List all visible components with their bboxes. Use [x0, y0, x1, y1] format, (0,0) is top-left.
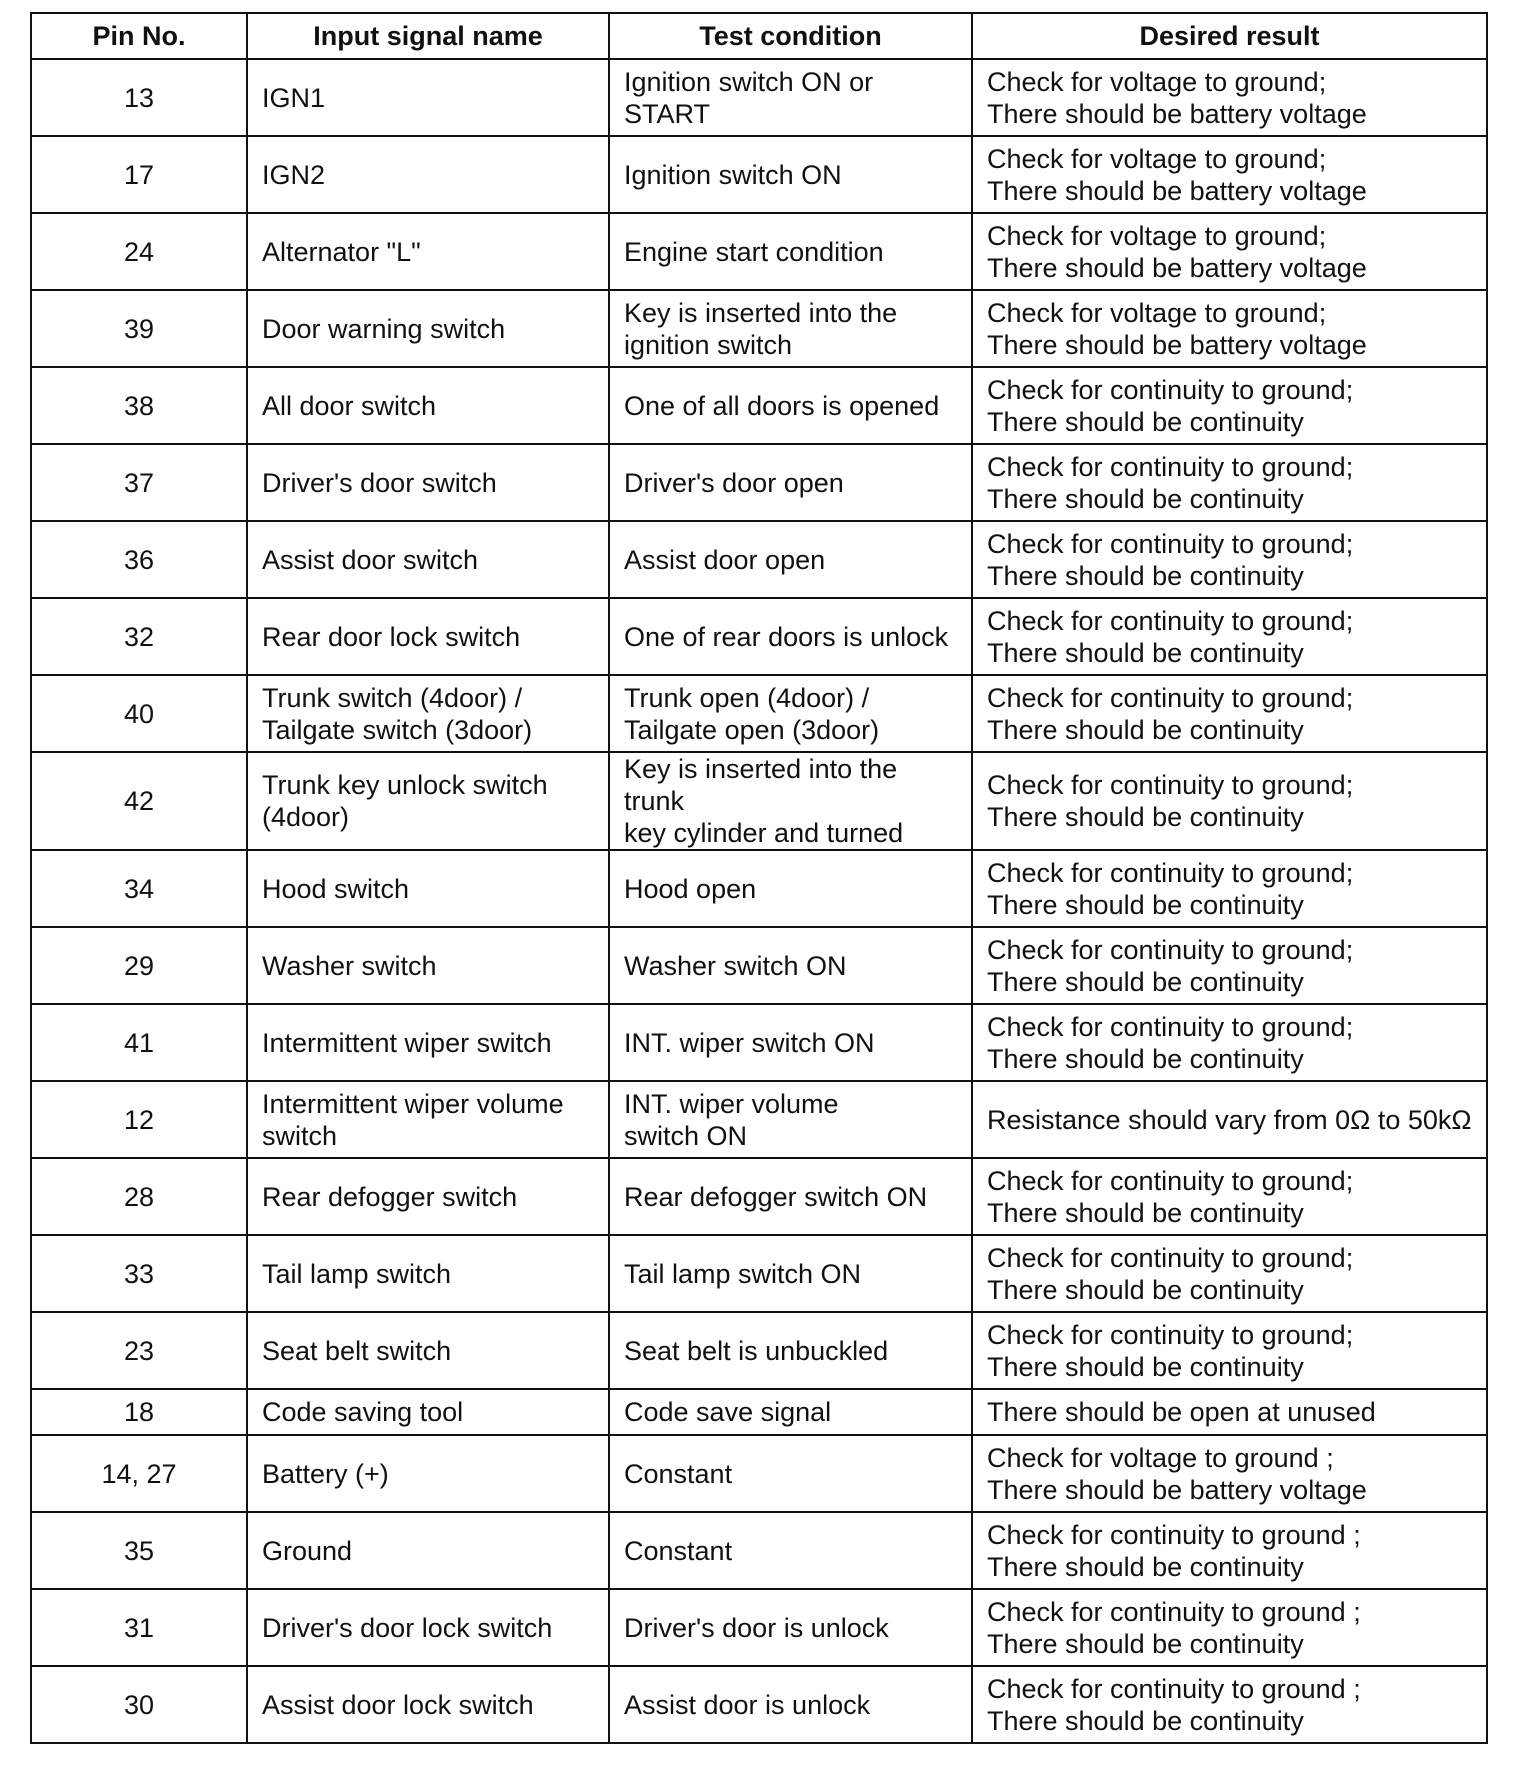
- test-condition-cell: Code save signal: [609, 1389, 972, 1435]
- input-signal-cell: Ground: [247, 1512, 609, 1589]
- pin-number-cell: 13: [31, 59, 247, 136]
- desired-result-cell: Check for continuity to ground; There should be continuity: [972, 850, 1487, 927]
- test-condition-cell: Driver's door open: [609, 444, 972, 521]
- pin-number-cell: 24: [31, 213, 247, 290]
- test-condition-cell: Trunk open (4door) / Tailgate open (3door): [609, 675, 972, 752]
- pin-number-cell: 36: [31, 521, 247, 598]
- test-condition-cell: Rear defogger switch ON: [609, 1158, 972, 1235]
- desired-result-cell: Check for continuity to ground; There should be continuity: [972, 1312, 1487, 1389]
- input-signal-cell: IGN2: [247, 136, 609, 213]
- pin-number-cell: 38: [31, 367, 247, 444]
- table-row: [31, 927, 1487, 1004]
- test-condition-cell: INT. wiper switch ON: [609, 1004, 972, 1081]
- test-condition-cell: Constant: [609, 1512, 972, 1589]
- desired-result-cell: Check for continuity to ground ; There should be continuity: [972, 1589, 1487, 1666]
- table-row: [31, 136, 1487, 213]
- pin-number-cell: 17: [31, 136, 247, 213]
- desired-result-cell: Check for continuity to ground; There should be continuity: [972, 927, 1487, 1004]
- pin-number-cell: 30: [31, 1666, 247, 1743]
- test-condition-cell: Tail lamp switch ON: [609, 1235, 972, 1312]
- desired-result-cell: Check for continuity to ground; There should be continuity: [972, 1004, 1487, 1081]
- pin-number-cell: 14, 27: [31, 1435, 247, 1512]
- test-condition-cell: Ignition switch ON or START: [609, 59, 972, 136]
- test-condition-cell: One of rear doors is unlock: [609, 598, 972, 675]
- input-signal-cell: Driver's door switch: [247, 444, 609, 521]
- desired-result-cell: Check for continuity to ground ; There should be continuity: [972, 1666, 1487, 1743]
- input-signal-cell: Battery (+): [247, 1435, 609, 1512]
- pin-number-cell: 18: [31, 1389, 247, 1435]
- pin-number-cell: 32: [31, 598, 247, 675]
- table-row: [31, 290, 1487, 367]
- input-signal-cell: Hood switch: [247, 850, 609, 927]
- table-row: [31, 1312, 1487, 1389]
- input-signal-cell: Seat belt switch: [247, 1312, 609, 1389]
- pin-number-cell: 29: [31, 927, 247, 1004]
- input-signal-cell: Driver's door lock switch: [247, 1589, 609, 1666]
- table-row: [31, 1004, 1487, 1081]
- test-condition-cell: Washer switch ON: [609, 927, 972, 1004]
- input-signal-cell: Intermittent wiper switch: [247, 1004, 609, 1081]
- desired-result-cell: Check for voltage to ground; There should be battery voltage: [972, 136, 1487, 213]
- table-row: [31, 59, 1487, 136]
- table-row: [31, 1081, 1487, 1158]
- input-signal-cell: All door switch: [247, 367, 609, 444]
- pin-test-table: [30, 12, 1488, 1744]
- input-signal-cell: Trunk switch (4door) / Tailgate switch (3door): [247, 675, 609, 752]
- table-row: [31, 1158, 1487, 1235]
- input-signal-cell: Rear defogger switch: [247, 1158, 609, 1235]
- pin-number-cell: 34: [31, 850, 247, 927]
- input-signal-cell: Assist door switch: [247, 521, 609, 598]
- table-row: [31, 1435, 1487, 1512]
- test-condition-cell: Hood open: [609, 850, 972, 927]
- desired-result-cell: There should be open at unused: [972, 1389, 1487, 1435]
- input-signal-cell: Rear door lock switch: [247, 598, 609, 675]
- desired-result-cell: Check for continuity to ground; There should be continuity: [972, 367, 1487, 444]
- input-signal-cell: Door warning switch: [247, 290, 609, 367]
- desired-result-cell: Check for continuity to ground; There should be continuity: [972, 598, 1487, 675]
- pin-number-cell: 35: [31, 1512, 247, 1589]
- header-test-condition: Test condition: [609, 13, 972, 59]
- table-row: [31, 521, 1487, 598]
- table-row: [31, 444, 1487, 521]
- table-row: [31, 752, 1487, 850]
- test-condition-cell: Ignition switch ON: [609, 136, 972, 213]
- test-condition-cell: One of all doors is opened: [609, 367, 972, 444]
- desired-result-cell: Check for continuity to ground; There should be continuity: [972, 675, 1487, 752]
- pin-number-cell: 39: [31, 290, 247, 367]
- desired-result-cell: Check for continuity to ground; There should be continuity: [972, 521, 1487, 598]
- desired-result-cell: Check for continuity to ground ; There should be continuity: [972, 1512, 1487, 1589]
- test-condition-cell: Key is inserted into the ignition switch: [609, 290, 972, 367]
- table-row: [31, 850, 1487, 927]
- table-row: [31, 675, 1487, 752]
- pin-number-cell: 37: [31, 444, 247, 521]
- pin-number-cell: 40: [31, 675, 247, 752]
- pin-number-cell: 31: [31, 1589, 247, 1666]
- desired-result-cell: Check for voltage to ground ; There should be battery voltage: [972, 1435, 1487, 1512]
- input-signal-cell: Trunk key unlock switch (4door): [247, 752, 609, 850]
- pin-number-cell: 33: [31, 1235, 247, 1312]
- table-row: [31, 213, 1487, 290]
- test-condition-cell: Key is inserted into the trunk key cylinder and turned: [609, 752, 972, 850]
- table-row: [31, 598, 1487, 675]
- table-row: [31, 1389, 1487, 1435]
- desired-result-cell: Check for continuity to ground; There should be continuity: [972, 444, 1487, 521]
- pin-number-cell: 23: [31, 1312, 247, 1389]
- desired-result-cell: Check for continuity to ground; There should be continuity: [972, 1235, 1487, 1312]
- input-signal-cell: Alternator "L": [247, 213, 609, 290]
- desired-result-cell: Resistance should vary from 0Ω to 50kΩ: [972, 1081, 1487, 1158]
- desired-result-cell: Check for voltage to ground; There should be battery voltage: [972, 59, 1487, 136]
- desired-result-cell: Check for continuity to ground; There should be continuity: [972, 1158, 1487, 1235]
- header-desired-result: Desired result: [972, 13, 1487, 59]
- desired-result-cell: Check for continuity to ground; There should be continuity: [972, 752, 1487, 850]
- input-signal-cell: Code saving tool: [247, 1389, 609, 1435]
- table-row: [31, 367, 1487, 444]
- test-condition-cell: Constant: [609, 1435, 972, 1512]
- pin-number-cell: 41: [31, 1004, 247, 1081]
- input-signal-cell: Intermittent wiper volume switch: [247, 1081, 609, 1158]
- pin-number-cell: 28: [31, 1158, 247, 1235]
- test-condition-cell: Engine start condition: [609, 213, 972, 290]
- desired-result-cell: Check for voltage to ground; There should be battery voltage: [972, 213, 1487, 290]
- desired-result-cell: Check for voltage to ground; There should be battery voltage: [972, 290, 1487, 367]
- table-row: [31, 1512, 1487, 1589]
- table-row: [31, 1589, 1487, 1666]
- input-signal-cell: Tail lamp switch: [247, 1235, 609, 1312]
- header-input-signal-name: Input signal name: [247, 13, 609, 59]
- test-condition-cell: Assist door is unlock: [609, 1666, 972, 1743]
- input-signal-cell: Washer switch: [247, 927, 609, 1004]
- test-condition-cell: Driver's door is unlock: [609, 1589, 972, 1666]
- input-signal-cell: Assist door lock switch: [247, 1666, 609, 1743]
- header-pin-no: Pin No.: [31, 13, 247, 59]
- input-signal-cell: IGN1: [247, 59, 609, 136]
- test-condition-cell: Assist door open: [609, 521, 972, 598]
- table-row: [31, 1666, 1487, 1743]
- table-row: [31, 1235, 1487, 1312]
- test-condition-cell: Seat belt is unbuckled: [609, 1312, 972, 1389]
- test-condition-cell: INT. wiper volume switch ON: [609, 1081, 972, 1158]
- pin-number-cell: 12: [31, 1081, 247, 1158]
- header-row: [31, 13, 1487, 59]
- pin-number-cell: 42: [31, 752, 247, 850]
